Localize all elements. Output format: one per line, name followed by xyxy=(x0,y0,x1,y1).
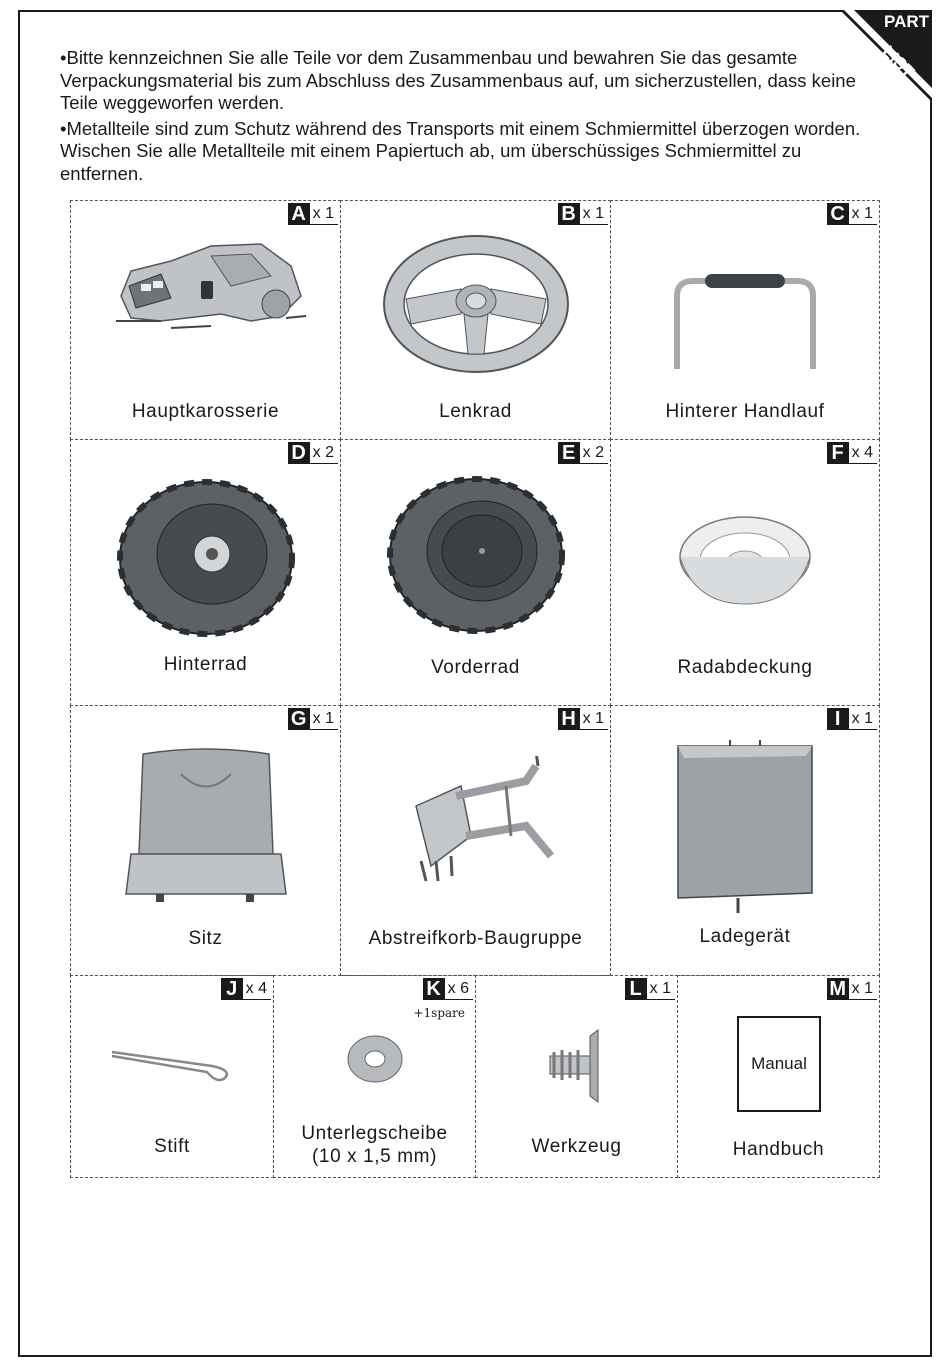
manual-cover-text: Manual xyxy=(751,1054,807,1073)
part-cell-l xyxy=(475,975,678,1178)
wheel-cover-image xyxy=(611,512,879,612)
part-cell-e xyxy=(340,439,611,706)
part-tag xyxy=(288,203,338,225)
part-quantity: x 1 xyxy=(580,708,608,730)
main-body-image xyxy=(71,226,340,336)
intro-note-labeling: •Bitte kennzeichnen Sie alle Teile vor dem Zusammenbau und bewahren Sie das gesamte Verpackungsmaterial bis zum Abschluss des Zusammenbaus auf, um sicherzustellen, dass keine Teile weggeworfen werden. xyxy=(60,47,856,113)
part-cell-i xyxy=(610,705,880,976)
part-name: Vorderrad xyxy=(431,657,520,678)
part-quantity: x 1 xyxy=(849,203,877,225)
manual-image xyxy=(737,1016,821,1112)
part-cell-k xyxy=(273,975,476,1178)
part-cell-g xyxy=(70,705,341,976)
part-quantity: x 4 xyxy=(849,442,877,464)
part-tag xyxy=(558,442,608,464)
part-tag xyxy=(827,442,877,464)
part-cell-c xyxy=(610,200,880,440)
intro-notes xyxy=(60,47,870,188)
part-quantity: x 1 xyxy=(310,708,338,730)
part-cell-m xyxy=(677,975,880,1178)
part-quantity: x 2 xyxy=(580,442,608,464)
seat-image xyxy=(71,744,340,909)
part-name: Sitz xyxy=(188,928,223,949)
part-cell-h xyxy=(340,705,611,976)
part-tag xyxy=(288,708,338,730)
part-cell-f xyxy=(610,439,880,706)
part-name: Unterlegscheibe xyxy=(301,1123,448,1144)
part-tag xyxy=(625,978,675,1000)
part-name-size: (10 x 1,5 mm) xyxy=(312,1146,437,1167)
part-name: Hauptkarosserie xyxy=(131,401,280,422)
part-name: Lenkrad xyxy=(439,401,512,422)
part-quantity: x 1 xyxy=(580,203,608,225)
part-cell-j xyxy=(70,975,274,1178)
part-letter: B xyxy=(558,203,580,225)
part-name: Werkzeug xyxy=(531,1136,622,1157)
washer-image xyxy=(274,1034,475,1084)
part-letter: F xyxy=(827,442,849,464)
rear-wheel-image xyxy=(71,478,340,638)
tool-image xyxy=(476,1026,677,1106)
intro-note-lubricant: •Metallteile sind zum Schutz während des Transports mit einem Schmiermittel überzogen worden. Wischen Sie alle Metallteile mit einem Papiertuch ab, um überschüssiges Schmiermittel zu entfernen. xyxy=(60,117,861,184)
corner-title-part: PART xyxy=(884,12,930,31)
part-quantity: x 1 xyxy=(647,978,675,1000)
corner-title-list: LIST xyxy=(878,42,919,82)
part-tag xyxy=(558,708,608,730)
part-letter: H xyxy=(558,708,580,730)
part-cell-d xyxy=(70,439,341,706)
part-letter: G xyxy=(288,708,310,730)
front-wheel-image xyxy=(341,475,610,635)
part-tag xyxy=(827,708,877,730)
part-tag xyxy=(221,978,271,1000)
part-name: Abstreifkorb-Baugruppe xyxy=(368,928,583,949)
part-name: Hinterrad xyxy=(163,654,248,675)
part-quantity: x 1 xyxy=(849,978,877,1000)
part-letter: M xyxy=(827,978,849,1000)
part-letter: L xyxy=(625,978,647,1000)
part-letter: E xyxy=(558,442,580,464)
part-letter: I xyxy=(827,708,849,730)
part-letter: D xyxy=(288,442,310,464)
part-name: Hinterer Handlauf xyxy=(665,401,825,422)
part-cell-a xyxy=(70,200,341,440)
part-name: Handbuch xyxy=(732,1139,825,1160)
part-quantity: x 4 xyxy=(243,978,271,1000)
part-letter: J xyxy=(221,978,243,1000)
part-tag xyxy=(558,203,608,225)
scraper-basket-assembly-image xyxy=(341,756,610,886)
part-name: Ladegerät xyxy=(699,926,791,947)
rear-handrail-image xyxy=(611,271,879,371)
part-quantity: x 1 xyxy=(849,708,877,730)
part-cell-b xyxy=(340,200,611,440)
pin-image xyxy=(71,1044,273,1084)
charger-image xyxy=(611,738,879,913)
part-letter: K xyxy=(423,978,445,1000)
part-tag xyxy=(423,978,473,1000)
part-quantity: x 2 xyxy=(310,442,338,464)
part-letter: C xyxy=(827,203,849,225)
part-quantity: x 6 xyxy=(445,978,473,1000)
part-letter: A xyxy=(288,203,310,225)
part-name: Stift xyxy=(154,1136,190,1157)
part-quantity: x 1 xyxy=(310,203,338,225)
spare-note: +1spare xyxy=(413,1006,465,1020)
steering-wheel-image xyxy=(341,229,610,379)
part-tag xyxy=(827,203,877,225)
part-tag xyxy=(288,442,338,464)
part-name: Radabdeckung xyxy=(677,657,813,678)
part-tag xyxy=(827,978,877,1000)
